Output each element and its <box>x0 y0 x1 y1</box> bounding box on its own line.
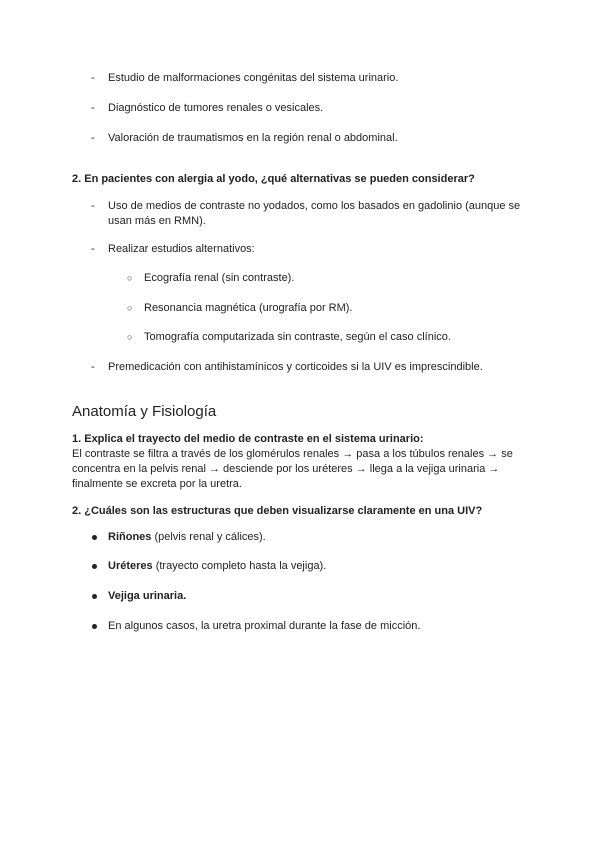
bullet-dot <box>92 564 97 569</box>
answer-line: concentra en la pelvis renal → desciende por los uréteres → llega a la vejiga urinaria → <box>72 463 500 475</box>
list-item: Diagnóstico de tumores renales o vesicales. <box>108 102 324 114</box>
list-item-bold: Uréteres <box>108 560 153 572</box>
list-item <box>108 529 266 545</box>
list-dash: - <box>91 200 95 212</box>
list-dash: - <box>91 102 95 114</box>
question-title: 2. ¿Cuáles son las estructuras que deben visualizarse claramente en una UIV? <box>72 505 483 517</box>
sub-list-item: Tomografía computarizada sin contraste, según el caso clínico. <box>144 331 451 343</box>
list-dash: - <box>91 132 95 144</box>
list-item-text: (trayecto completo hasta la vejiga). <box>152 560 327 572</box>
list-item: Vejiga urinaria. <box>108 590 187 602</box>
list-item: Valoración de traumatismos en la región renal o abdominal. <box>108 132 398 144</box>
answer-line: El contraste se filtra a través de los glomérulos renales → pasa a los túbulos renales → se <box>72 448 513 460</box>
bullet-dot <box>92 624 97 629</box>
sub-bullet: ○ <box>127 273 133 283</box>
bullet-dot <box>92 535 97 540</box>
sub-list-item: Ecografía renal (sin contraste). <box>144 272 295 284</box>
sub-bullet: ○ <box>127 303 133 313</box>
section-heading: Anatomía y Fisiología <box>72 403 217 420</box>
sub-bullet: ○ <box>127 332 133 342</box>
list-dash: - <box>91 72 95 84</box>
question-title: 1. Explica el trayecto del medio de contraste en el sistema urinario: <box>72 433 424 445</box>
list-item-bold: Riñones <box>108 531 152 543</box>
list-item: En algunos casos, la uretra proximal durante la fase de micción. <box>108 620 421 632</box>
question-title: 2. En pacientes con alergia al yodo, ¿qué alternativas se pueden considerar? <box>72 173 475 185</box>
list-item: Premedicación con antihistamínicos y corticoides si la UIV es imprescindible. <box>108 361 483 373</box>
list-item: Realizar estudios alternativos: <box>108 243 255 255</box>
list-dash: - <box>91 361 95 373</box>
answer-line: finalmente se excreta por la uretra. <box>72 478 242 490</box>
list-item-line: Uso de medios de contraste no yodados, como los basados en gadolinio (aunque se <box>108 200 521 212</box>
bullet-dot <box>92 594 97 599</box>
list-item: Estudio de malformaciones congénitas del sistema urinario. <box>108 72 399 84</box>
sub-list-item: Resonancia magnética (urografía por RM). <box>144 302 353 314</box>
list-item-line: usan más en RMN). <box>108 215 206 227</box>
list-dash: - <box>91 243 95 255</box>
list-item <box>108 558 326 574</box>
list-item-text: (pelvis renal y cálices). <box>151 531 266 543</box>
